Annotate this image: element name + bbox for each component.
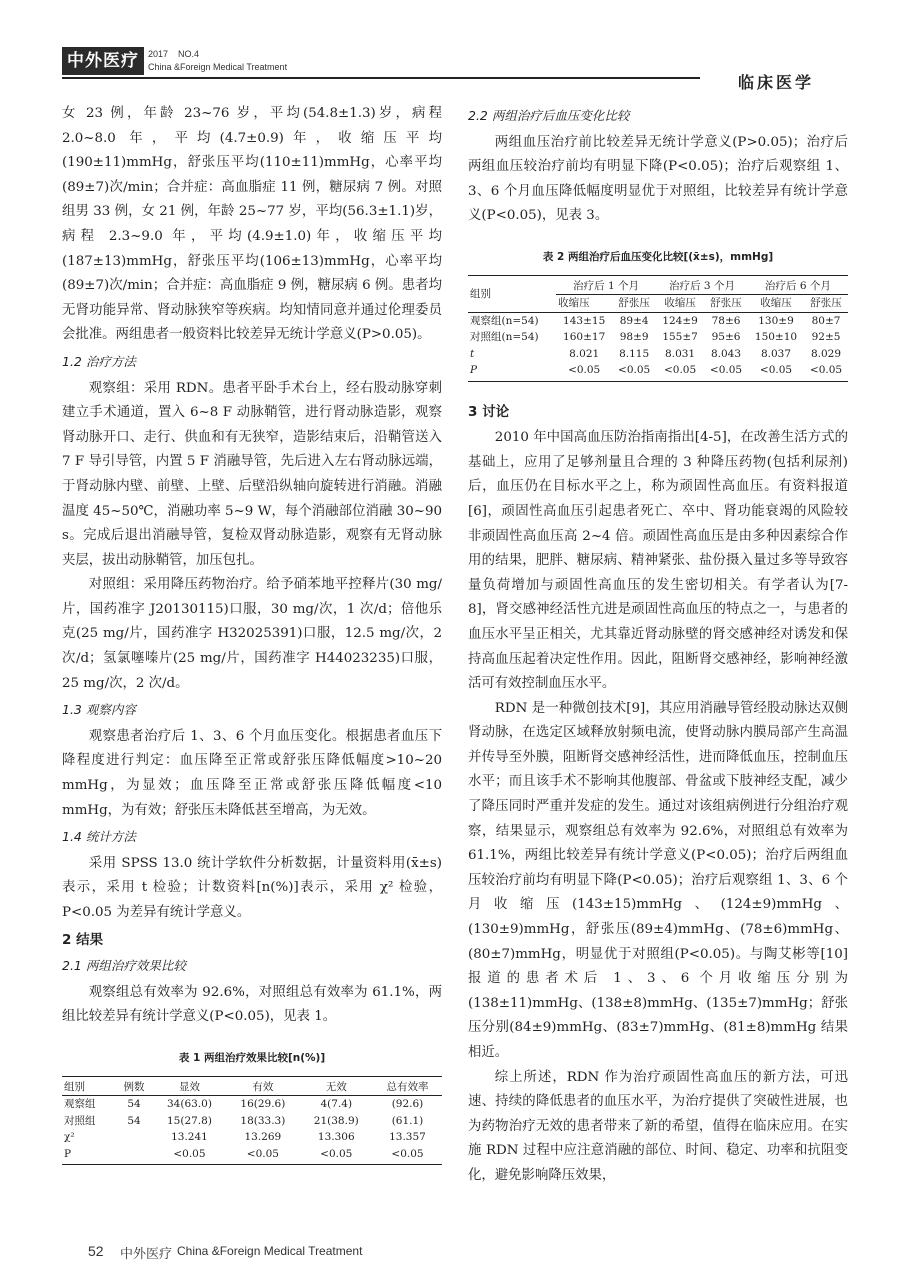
table-header-cell: 例数 [115,1076,153,1096]
subheading: 1.4 统计方法 [62,829,136,845]
table-cell: <0.05 [612,362,656,381]
footer-journal-cn: 中外医疗 [120,1247,173,1262]
header-year: 2017 [148,49,169,59]
table-cell: 160±17 [563,331,606,344]
table-cell [115,1129,153,1146]
table-cell: t [470,347,475,360]
table-cell: P [62,1146,115,1165]
paragraph: 采用 SPSS 13.0 统计学软件分析数据，计量资料用(x̄±s)表示，采用 t 检验；计数资料[n(%)]表示，采用 χ² 检验，P<0.05 为差异有统计学意义。 [62,855,442,920]
table-cell: <0.05 [300,1146,373,1165]
table-cell: 15(27.8) [166,1114,212,1127]
table-cell: <0.05 [226,1146,299,1165]
table-header-cell: 收缩压 [748,295,804,313]
subheading: 1.2 治疗方法 [62,353,136,369]
paragraph: RDN 是一种微创技术[9]，其应用消融导管经股动脉达双侧肾动脉，在选定区域释放射频电流，使肾动脉内膜局部产生高温并传导至外膜，阻断肾交感神经活性，进而降低血压，控制血压水平；而且该手术不影响其他腹部、骨盆或下肢神经支配，减少了降压同时严重并发症的发生。通过对该组病例进行分组治疗观察，结果显示，观察组总有效率为 92.6%，对照组总有效率为 61.1%，两组比较差异有统计学意义(P<0.05)；治疗后两组血压较治疗前均有明显下降(P<0.05)；治疗后观察组 1、3、6 个月收缩压(143±15)mmHg、(124±9)mmHg、(130±9)mmHg，舒张压(89±4)mmHg、(78±6)mmHg、(80±7)mmHg，明显优于对照组(P<0.05)。与陶艾彬等[10]报道的患者术后 1、3、6 个月收缩压分别为(138±11)mmHg、(138±8)mmHg、(135±7)mmHg；舒张压分别(84±9)mmHg、(83±7)mmHg、(81±8)mmHg 结果相近。 [468,700,848,1060]
left-column [62,102,442,1165]
table-cell: 观察组 [64,1098,96,1111]
table-cell: 143±15 [563,314,606,327]
table-cell: 54 [127,1114,141,1127]
table-cell: 155±7 [662,331,698,344]
table-row [468,329,848,346]
table-cell: 130±9 [758,314,794,327]
table-header-cell: 有效 [226,1076,299,1096]
table-cell: <0.05 [748,362,804,381]
table-cell: 124±9 [662,314,698,327]
paragraph: 观察组：采用 RDN。患者平卧手术台上，经右股动脉穿刺建立手术通道，置入 6~8 F 动脉鞘管，进行肾动脉造影，观察肾动脉开口、走行、供血和有无狭窄，造影结束后，沿鞘管送入 7 F 导引导管，内置 5 F 消融导管，先后进入左右肾动脉远端，于肾动脉内壁、前壁、上壁、后壁沿纵轴向旋转进行消融。消融温度 45~50℃，消融功率 5~9 W，每个消融部位消融 30~90 s。完成后退出消融导管，复检双肾动脉造影，观察有无肾动脉夹层，拔出动脉鞘管，加压包扎。 [62,380,442,568]
table-header-cell: 治疗后 1 个月 [556,275,656,295]
table-header-cell: 舒张压 [804,295,848,313]
table2 [468,275,848,382]
header-issue: NO.4 [178,49,200,59]
table-header-cell: 治疗后 3 个月 [656,275,748,295]
table-cell: 观察组(n=54) [470,314,539,327]
table-row [468,312,848,329]
paragraph: 综上所述，RDN 作为治疗顽固性高血压的新方法，可迅速、持续的降低患者的血压水平，为治疗提供了突破性进展，也为药物治疗无效的患者带来了新的希望，值得在临床应用。在实施 RDN 过程中应注意消融的部位、时间、稳定、功率和抗阻变化，避免影响降压效果， [468,1069,848,1183]
table-header-cell: 组别 [62,1076,115,1096]
table-cell: 对照组(n=54) [470,331,539,344]
table-cell: <0.05 [656,362,704,381]
table-row [62,1113,442,1130]
table-row [62,1096,442,1113]
table-cell: (61.1) [391,1114,424,1127]
table-cell: 4(7.4) [320,1098,353,1111]
table-row [468,346,848,363]
table-cell: 8.043 [710,347,742,360]
table-cell: 13.306 [317,1131,355,1144]
table-header-cell: 舒张压 [612,295,656,313]
table-cell: <0.05 [373,1146,442,1165]
section-heading: 2 结果 [62,931,104,948]
table-cell: 13.241 [171,1131,208,1144]
right-column [468,102,848,1189]
table-cell: χ² [64,1131,75,1144]
table-row [62,1129,442,1146]
paragraph: 女 23 例，年龄 23~76 岁，平均(54.8±1.3)岁，病程 2.0~8.0 年，平均(4.7±0.9)年，收缩压平均(190±11)mmHg，舒张压平均(110±11)mmHg，心率平均(89±7)次/min；合并症：高血脂症 11 例，糖尿病 7 例。对照组男 33 例，女 21 例，年龄 25~77 岁，平均(56.3±1.1)岁，病程 2.3~9.0 年，平均(4.9±1.0)年，收缩压平均(187±13)mmHg，舒张压平均(106±13)mmHg，心率平均(89±7)次/min；合并症：高血脂症 9 例，糖尿病 6 例。患者均无肾功能异常、肾动脉狭窄等疾病。均知情同意并通过伦理委员会批准。两组患者一般资料比较差异无统计学意义(P>0.05)。 [62,106,442,343]
table-cell: 18(33.3) [240,1114,286,1127]
table-cell: 54 [127,1098,141,1111]
table-header-cell: 舒张压 [704,295,748,313]
table-cell [115,1146,153,1165]
table-cell: (92.6) [391,1098,424,1111]
footer-journal-en: China &Foreign Medical Treatment [177,1244,363,1258]
paragraph: 观察患者治疗后 1、3、6 个月血压变化。根据患者血压下降程度进行判定：血压降至正常或舒张压降低幅度>10~20 mmHg，为显效；血压降至正常或舒张压降低幅度<10 mmHg，为有效；舒张压未降低甚至增高，为无效。 [62,728,442,818]
table-cell: 89±4 [619,314,649,327]
table-cell: <0.05 [704,362,748,381]
table-cell: 92±5 [811,331,841,344]
table-cell: 98±9 [619,331,649,344]
table-row [468,362,848,381]
page-number: 52 [88,1243,104,1259]
table1 [62,1076,442,1166]
table-cell: <0.05 [556,362,612,381]
paragraph: 2010 年中国高血压防治指南指出[4-5]，在改善生活方式的基础上，应用了足够剂量且合理的 3 种降压药物(包括利尿剂)后，血压仍在目标水平之上，称为顽固性高血压。有资料报道[6]，顽固性高血压引起患者死亡、卒中、肾功能衰竭的风险较非顽固性高血压高 2~4 倍。顽固性高血压是由多种因素综合作用的结果，肥胖、糖尿病、精神紧张、盐份摄入量过多等导致容量负荷增加与顽固性高血压的发生密切相关。有学者认为[7-8]，肾交感神经活性亢进是顽固性高血压的特点之一，与患者的血压水平呈正相关，尤其靠近肾动脉壁的肾交感神经对诱发和保持高血压起着决定性作用。因此，阻断肾交感神经，影响神经激活可有效控制血压水平。 [468,430,848,692]
table-cell: 8.021 [569,347,600,360]
subheading: 1.3 观察内容 [62,702,136,718]
header-rule [62,77,700,79]
paragraph: 两组血压治疗前比较差异无统计学意义(P>0.05)；治疗后两组血压较治疗前均有明显下降(P<0.05)；治疗后观察组 1、3、6 个月血压降低幅度明显优于对照组，比较差异有统计学意义(P<0.05)，见表 3。 [468,134,848,224]
paragraph: 对照组：采用降压药物治疗。给予硝苯地平控释片(30 mg/片，国药准字 J20130115)口服，30 mg/次，1 次/d；倍他乐克(25 mg/片，国药准字 H32025391)口服，12.5 mg/次，2 次/d；氢氯噻嗪片(25 mg/片，国药准字 H44023235)口服，25 mg/次，2 次/d。 [62,577,442,691]
table-cell: 16(29.6) [240,1098,286,1111]
table-cell: 8.031 [665,347,696,360]
table-header-cell: 无效 [300,1076,373,1096]
table-row [62,1146,442,1165]
table-cell: 34(63.0) [166,1098,212,1111]
table-header-cell: 显效 [153,1076,226,1096]
paragraph: 观察组总有效率为 92.6%，对照组总有效率为 61.1%，两组比较差异有统计学意义(P<0.05)，见表 1。 [62,984,442,1025]
table-cell: 8.029 [810,347,842,360]
table-header-cell: 收缩压 [656,295,704,313]
table-header-cell: 组别 [468,275,556,312]
section-title: 临床医学 [738,73,815,92]
table-cell: 150±10 [754,331,798,344]
subheading: 2.1 两组治疗效果比较 [62,958,186,974]
table-cell: 13.357 [389,1131,426,1144]
table-cell: <0.05 [153,1146,226,1165]
subheading: 2.2 两组治疗后血压变化比较 [468,108,630,123]
table-cell: 80±7 [811,314,841,327]
table-header-cell: 治疗后 6 个月 [748,275,848,295]
section-heading: 3 讨论 [468,403,510,420]
table-cell: 13.269 [244,1131,282,1144]
header-journal-en: China &Foreign Medical Treatment [148,62,288,72]
table-header-cell: 收缩压 [556,295,612,313]
table-cell: 8.037 [760,347,792,360]
journal-logo: 中外医疗 [62,47,144,75]
table-cell: <0.05 [804,362,848,381]
table-cell: 21(38.9) [313,1114,359,1127]
table-cell: P [468,362,556,381]
table1-title: 表 1 两组治疗效果比较[n(%)] [178,1051,326,1064]
table2-title: 表 2 两组治疗后血压变化比较[(x̄±s)，mmHg] [542,250,774,263]
table-cell: 8.115 [619,347,650,360]
table-cell: 78±6 [711,314,741,327]
table-cell: 对照组 [64,1114,96,1127]
table-header-cell: 总有效率 [373,1076,442,1096]
table-cell: 95±6 [711,331,741,344]
